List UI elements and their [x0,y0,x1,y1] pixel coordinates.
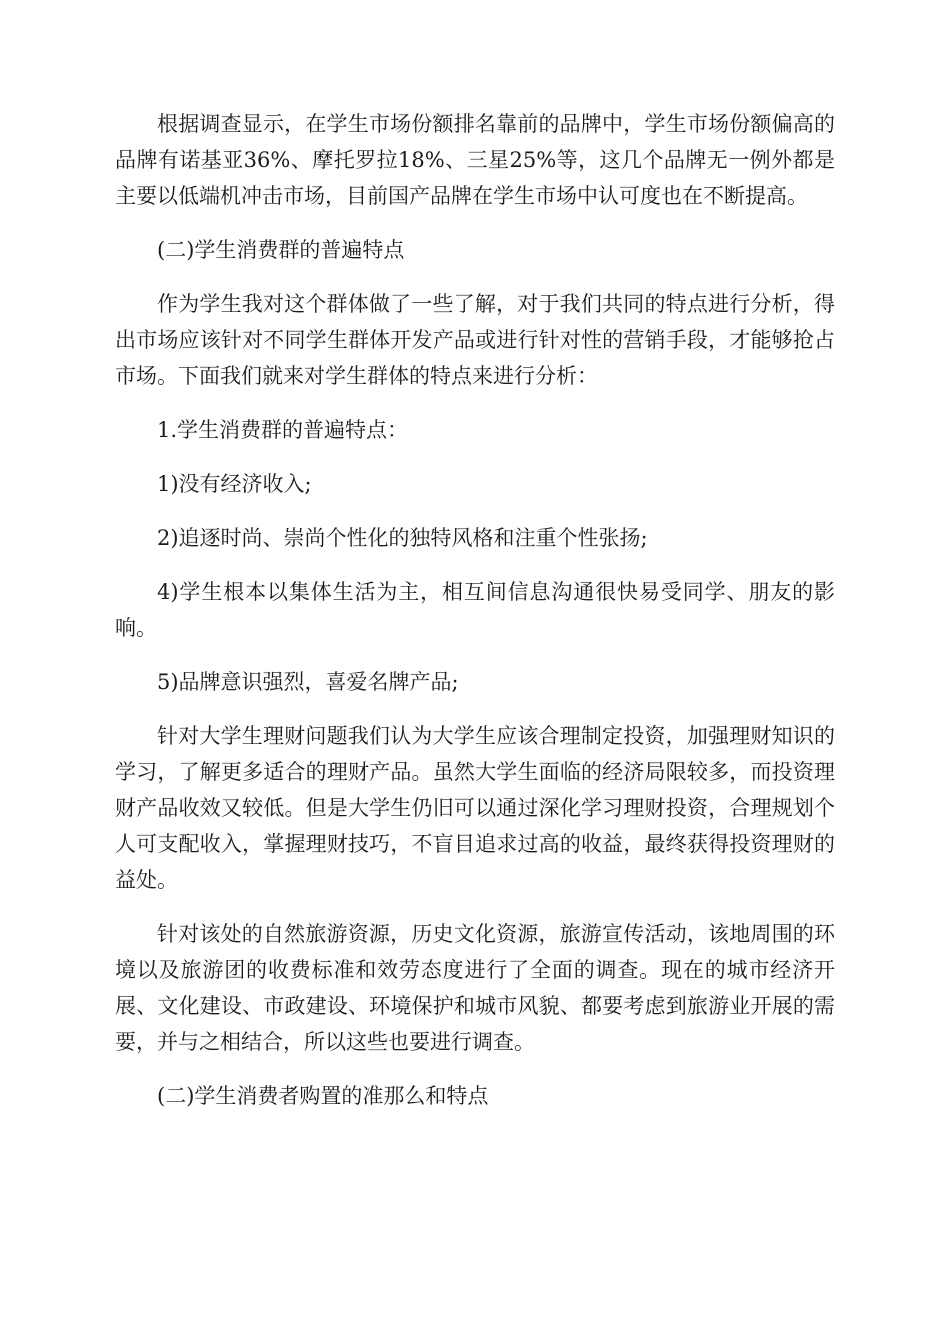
list-item-fashion: 2)追逐时尚、崇尚个性化的独特风格和注重个性张扬; [157,526,648,550]
list-item-collective-life: 4)学生根本以集体生活为主，相互间信息沟通很快易受同学、朋友的影响。 [115,580,835,640]
heading-student-traits: (二)学生消费群的普遍特点 [157,238,405,262]
heading-purchase-criteria: (二)学生消费者购置的准那么和特点 [157,1084,489,1108]
paragraph-finance: 针对大学生理财问题我们认为大学生应该合理制定投资，加强理财知识的学习，了解更多适合的理财产品。虽然大学生面临的经济局限较多，而投资理财产品收效又较低。但是大学生仍旧可以通过深化学习理财投资，合理规划个人可支配收入，掌握理财技巧，不盲目追求过高的收益，最终获得投资理财的益处。 [115,724,835,892]
paragraph-tourism: 针对该处的自然旅游资源，历史文化资源，旅游宣传活动，该地周围的环境以及旅游团的收费标准和效劳态度进行了全面的调查。现在的城市经济开展、文化建设、市政建设、环境保护和城市风貌、都要考虑到旅游业开展的需要，并与之相结合，所以这些也要进行调查。 [115,922,835,1054]
document-body [115,106,835,1132]
list-heading-traits: 1.学生消费群的普遍特点： [157,418,409,442]
paragraph-market-share: 根据调查显示，在学生市场份额排名靠前的品牌中，学生市场份额偏高的品牌有诺基亚36%、摩托罗拉18%、三星25%等，这几个品牌无一例外都是主要以低端机冲击市场，目前国产品牌在学生市场中认可度也在不断提高。 [115,112,835,208]
list-item-brand-awareness: 5)品牌意识强烈，喜爱名牌产品; [157,670,459,694]
list-item-no-income: 1)没有经济收入; [157,472,312,496]
paragraph-student-analysis: 作为学生我对这个群体做了一些了解，对于我们共同的特点进行分析，得出市场应该针对不同学生群体开发产品或进行针对性的营销手段，才能够抢占市场。下面我们就来对学生群体的特点来进行分析： [115,292,835,388]
